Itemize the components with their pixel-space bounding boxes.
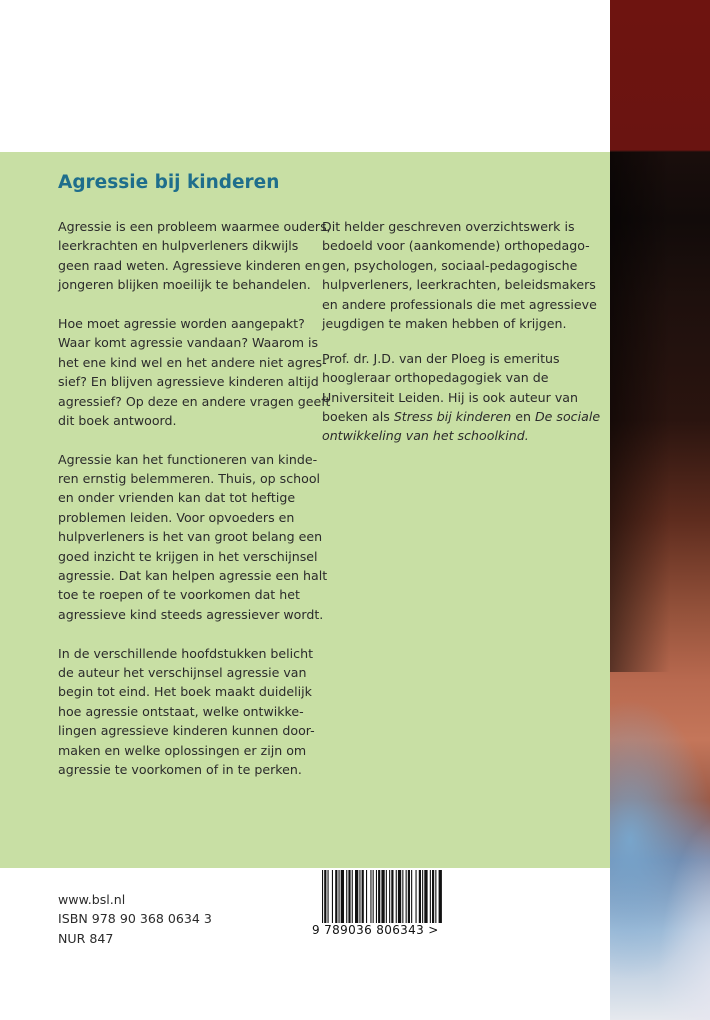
text-line: lingen agressieve kinderen kunnen door-	[58, 723, 315, 739]
text-line: en onder vrienden kan dat tot heftige	[58, 490, 296, 506]
text-fragment: en	[511, 409, 535, 425]
barcode-bar	[378, 870, 380, 924]
text-line: agressie te voorkomen of in te perken.	[58, 761, 302, 777]
text-fragment: boeken als	[322, 409, 394, 425]
barcode-bar	[322, 870, 323, 924]
book-title-sociale-part2: ontwikkeling van het schoolkind.	[322, 428, 529, 444]
text-line: hulpverleners, leerkrachten, beleidsmakers	[322, 277, 596, 293]
paragraph-audience	[322, 217, 598, 333]
paragraph-functioning	[58, 450, 328, 625]
barcode-bar	[389, 870, 390, 924]
nur-text: NUR 847	[58, 930, 114, 946]
isbn-barcode	[312, 868, 444, 940]
text-line: toe te roepen of te voorkomen dat het	[58, 587, 300, 603]
barcode-bar	[411, 870, 412, 924]
barcode-bar	[366, 870, 367, 924]
barcode-bar	[416, 870, 417, 924]
text-line: hoe agressie ontstaat, welke ontwikke-	[58, 703, 304, 719]
text-line: het ene kind wel en het andere niet agres-	[58, 354, 327, 370]
barcode-bar	[422, 870, 423, 924]
text-line: bedoeld voor (aankomende) orthopedago-	[322, 238, 590, 254]
barcode-bar	[439, 870, 442, 924]
text-line: dit boek antwoord.	[58, 412, 177, 428]
barcode-bar	[406, 870, 407, 924]
isbn-text: ISBN 978 90 368 0634 3	[58, 911, 212, 927]
text-line: jongeren blijken moeilijk te behandelen.	[58, 277, 311, 293]
photo-shadow	[610, 152, 670, 672]
barcode-bar	[386, 870, 387, 924]
barcode-bar	[328, 870, 329, 924]
paragraph-chapters	[58, 644, 313, 780]
barcode-bar	[359, 870, 360, 924]
barcode-bar	[381, 870, 384, 924]
barcode-bar	[398, 870, 401, 924]
book-title-sociale-part1: De sociale	[534, 409, 601, 425]
barcode-bar	[376, 870, 377, 924]
barcode-bar	[419, 870, 421, 924]
text-line: geen raad weten. Agressieve kinderen en	[58, 257, 321, 273]
right-text-column	[322, 217, 601, 446]
barcode-bar	[424, 870, 427, 924]
barcode-bar	[430, 870, 431, 924]
cover-photo-strip	[610, 0, 710, 1020]
text-line: agressie. Dat kan helpen agressie een halt	[58, 568, 328, 584]
text-line: en andere professionals die met agressieve	[322, 296, 597, 312]
text-line: hulpverleners is het van groot belang een	[58, 529, 323, 545]
barcode-bar	[335, 870, 337, 924]
text-line: Hoe moet agressie worden aangepakt?	[58, 315, 305, 331]
text-line: begin tot eind. Het boek maakt duidelijk	[58, 684, 312, 700]
text-line: In de verschillende hoofdstukken belicht	[58, 645, 314, 661]
barcode-bar	[341, 870, 344, 924]
text-line: agressieve kind steeds agressiever wordt.	[58, 606, 324, 622]
text-line: de auteur het verschijnsel agressie van	[58, 664, 307, 680]
text-line: Agressie is een probleem waarmee ouders,	[58, 219, 331, 234]
text-line: leerkrachten en hulpverleners dikwijls	[58, 238, 299, 254]
text-line: jeugdigen te maken hebben of krijgen.	[322, 315, 567, 331]
book-title-stress: Stress bij kinderen	[393, 409, 512, 425]
text-line: problemen leiden. Voor opvoeders en	[58, 509, 295, 525]
barcode-bar	[339, 870, 340, 924]
text-line	[322, 407, 601, 426]
paragraph-intro	[58, 217, 331, 295]
text-line: agressief? Op deze en andere vragen geeft	[58, 393, 331, 409]
text-line: Agressie kan het functioneren van kinde-	[58, 451, 318, 467]
text-line: hoogleraar orthopedagogiek van de	[322, 370, 549, 386]
barcode-bar	[370, 870, 371, 924]
text-line: goed inzicht te krijgen in het verschijnsel	[58, 548, 318, 564]
barcode-bar	[332, 870, 333, 924]
paragraph-author-bio	[322, 349, 601, 446]
text-line: maken en welke oplossingen er zijn om	[58, 742, 307, 758]
barcode-bar	[324, 870, 326, 924]
barcode-bar	[348, 870, 350, 924]
barcode-bar	[355, 870, 358, 924]
website-text: www.bsl.nl	[58, 892, 126, 907]
barcode-bar	[432, 870, 434, 924]
text-line: Waar komt agressie vandaan? Waarom is	[58, 335, 319, 351]
publisher-info	[58, 890, 212, 948]
text-line: sief? En blijven agressieve kinderen altijd	[58, 374, 319, 390]
barcode-digits: 9 789036 806343 >	[312, 923, 444, 939]
barcode-bar	[352, 870, 353, 924]
text-line: Universiteit Leiden. Hij is ook auteur van	[322, 389, 578, 405]
barcode-bar	[373, 870, 374, 924]
left-text-column	[58, 217, 331, 779]
barcode-bar	[391, 870, 393, 924]
book-title: Agressie bij kinderen	[58, 172, 280, 193]
text-line: gen, psychologen, sociaal-pedagogische	[322, 257, 578, 273]
text-line: Dit helder geschreven overzichtswerk is	[322, 219, 575, 234]
barcode-bar	[408, 870, 410, 924]
barcode-bar	[362, 870, 364, 924]
barcode-bar	[396, 870, 397, 924]
barcode-bar	[346, 870, 347, 924]
text-line: ren ernstig belemmeren. Thuis, op school	[58, 471, 321, 487]
barcode-bar	[435, 870, 436, 924]
text-line: Prof. dr. J.D. van der Ploeg is emeritus	[322, 350, 560, 366]
paragraph-questions	[58, 314, 331, 430]
barcode-bar	[402, 870, 403, 924]
